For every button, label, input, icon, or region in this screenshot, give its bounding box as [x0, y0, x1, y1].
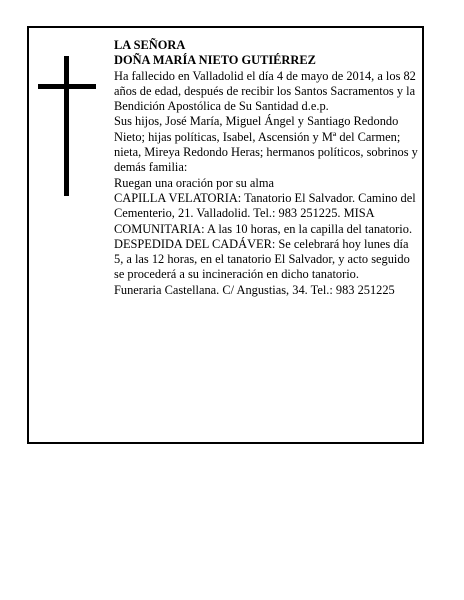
cross-horizontal-bar — [38, 84, 96, 89]
farewell-info: DESPEDIDA DEL CADÁVER: Se celebrará hoy lunes día 5, a las 12 horas, en el tanatorio El Salvador, y acto seguido se procederá a su incineración en dicho tanatorio. — [114, 236, 410, 282]
obituary-text — [114, 38, 420, 298]
family-list: Sus hijos, José María, Miguel Ángel y Santiago Redondo Nieto; hijas políticas, Isabel, Ascensión y Mª del Carmen; nieta, Mireya Redondo Heras; hermanos políticos, sobrinos y demás familia: — [114, 114, 418, 175]
death-announcement: Ha fallecido en Valladolid el día 4 de mayo de 2014, a los 82 años de edad, después de recibir los Santos Sacramentos y la Bendición Apostólica de Su Santidad d.e.p. — [114, 68, 416, 114]
cross-vertical-bar — [64, 56, 69, 196]
prayer-request: Ruegan una oración por su alma — [114, 175, 274, 190]
chapel-and-mass-info: CAPILLA VELATORIA: Tanatorio El Salvador. Camino del Cementerio, 21. Valladolid. Tel.: 983 251225. MISA COMUNITARIA: A las 10 horas, en la capilla del tanatorio. — [114, 190, 416, 236]
deceased-name: DOÑA MARÍA NIETO GUTIÉRREZ — [114, 53, 316, 68]
notice-title: LA SEÑORA — [114, 38, 186, 52]
funeral-home-info: Funeraria Castellana. C/ Angustias, 34. Tel.: 983 251225 — [114, 282, 395, 297]
latin-cross-icon — [38, 56, 96, 196]
